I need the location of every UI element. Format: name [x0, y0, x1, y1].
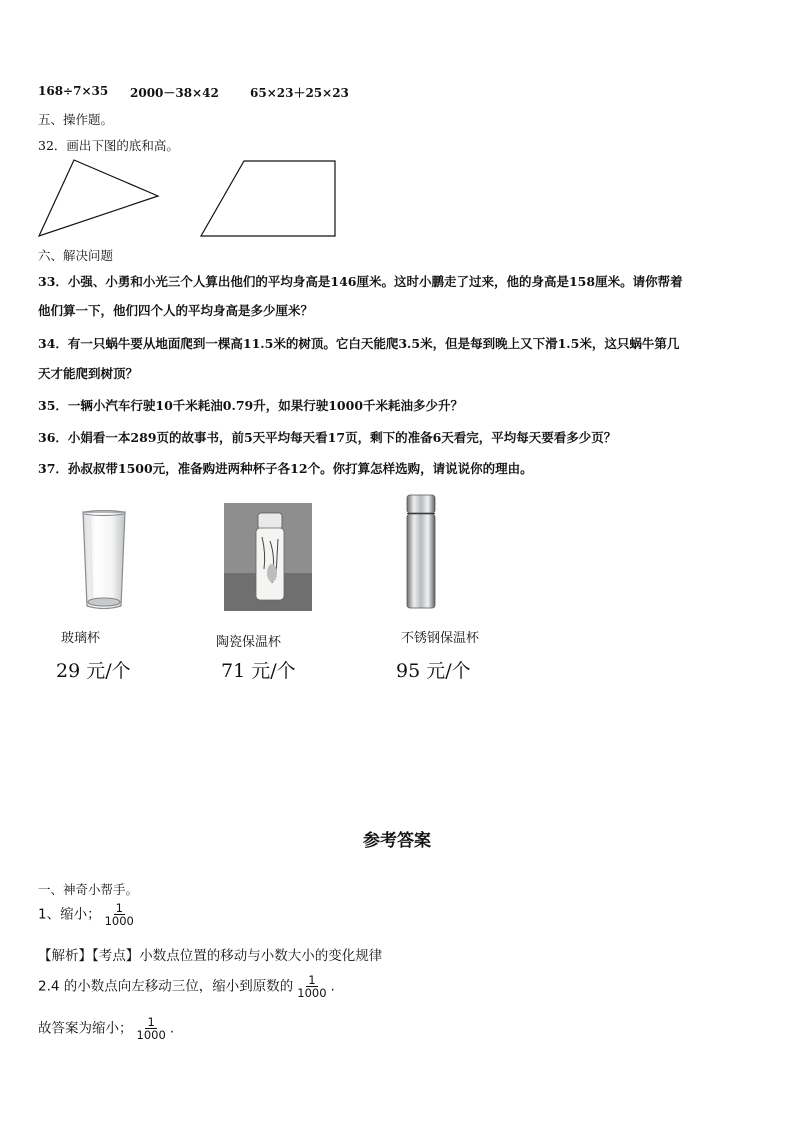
question-34-line-1: 34．有一只蜗牛要从地面爬到一棵高11.5米的树顶。它白天能爬3.5米，但是每到晚上又下滑1.5米，这只蜗牛第几: [38, 336, 680, 351]
cup-price-ceramic: 71 元/个: [221, 660, 296, 682]
steel-cup-image: [405, 493, 437, 611]
fraction-denominator: 1000: [104, 914, 134, 929]
question-33-line-1: 33．小强、小勇和小光三个人算出他们的平均身高是146厘米。这时小鹏走了过来，他的身高是158厘米。请你帮着: [38, 274, 683, 289]
question-36: 36．小娟看一本289页的故事书，前5天平均每天看17页，剩下的准备6天看完，平均每天要看多少页？: [38, 430, 617, 445]
cup-name-steel: 不锈钢保温杯: [401, 631, 480, 646]
fraction-denominator: 1000: [136, 1028, 166, 1043]
conclusion-text: 故答案为缩小；: [38, 1020, 133, 1037]
fraction-numerator: 1: [308, 973, 316, 987]
fraction-numerator: 1: [147, 1015, 155, 1029]
conclusion-end: .: [169, 1020, 175, 1037]
expression-1: 168÷7×35: [38, 84, 109, 98]
expression-2: 2000－38×42: [130, 86, 219, 100]
explanation-text: 2.4 的小数点向左移动三位，缩小到原数的: [38, 978, 294, 995]
fraction: [135, 1016, 168, 1041]
answer-1-text: 1、缩小；: [38, 906, 101, 923]
ceramic-cup-image: [224, 503, 312, 611]
question-33-line-2: 他们算一下，他们四个人的平均身高是多少厘米？: [38, 303, 314, 318]
question-37: 37．孙叔叔带1500元，准备购进两种杯子各12个。你打算怎样选购，请说说你的理由。: [38, 461, 533, 476]
expression-3: 65×23＋25×23: [250, 86, 349, 100]
explanation-end: .: [330, 978, 335, 995]
answers-section-1-heading: 一、神奇小帮手。: [38, 882, 139, 897]
cup-name-ceramic: 陶瓷保温杯: [216, 635, 282, 650]
section-5-heading: 五、操作题。: [38, 112, 114, 127]
fraction-denominator: 1000: [297, 986, 327, 1001]
question-35: 35．一辆小汽车行驶10千米耗油0.79升，如果行驶1000千米耗油多少升？: [38, 398, 464, 413]
answer-1: [38, 902, 138, 927]
answers-title: 参考答案: [363, 831, 431, 851]
answer-explanation: [38, 974, 335, 999]
cup-price-steel: 95 元/个: [396, 660, 471, 682]
cup-name-glass: 玻璃杯: [61, 631, 101, 646]
cup-price-glass: 29 元/个: [56, 660, 131, 682]
glass-cup-image: [80, 510, 128, 612]
section-6-heading: 六、解决问题: [38, 248, 114, 263]
fraction: [295, 974, 328, 999]
fraction-numerator: 1: [115, 901, 123, 915]
answer-analysis: 【解析】【考点】小数点位置的移动与小数大小的变化规律: [38, 948, 383, 964]
trapezoid-figure: [198, 158, 340, 240]
triangle-figure: [36, 156, 166, 240]
answer-conclusion: [38, 1016, 174, 1041]
fraction: [103, 902, 136, 927]
question-32: 32．画出下图的底和高。: [38, 138, 179, 153]
question-34-line-2: 天才能爬到树顶？: [38, 366, 139, 381]
